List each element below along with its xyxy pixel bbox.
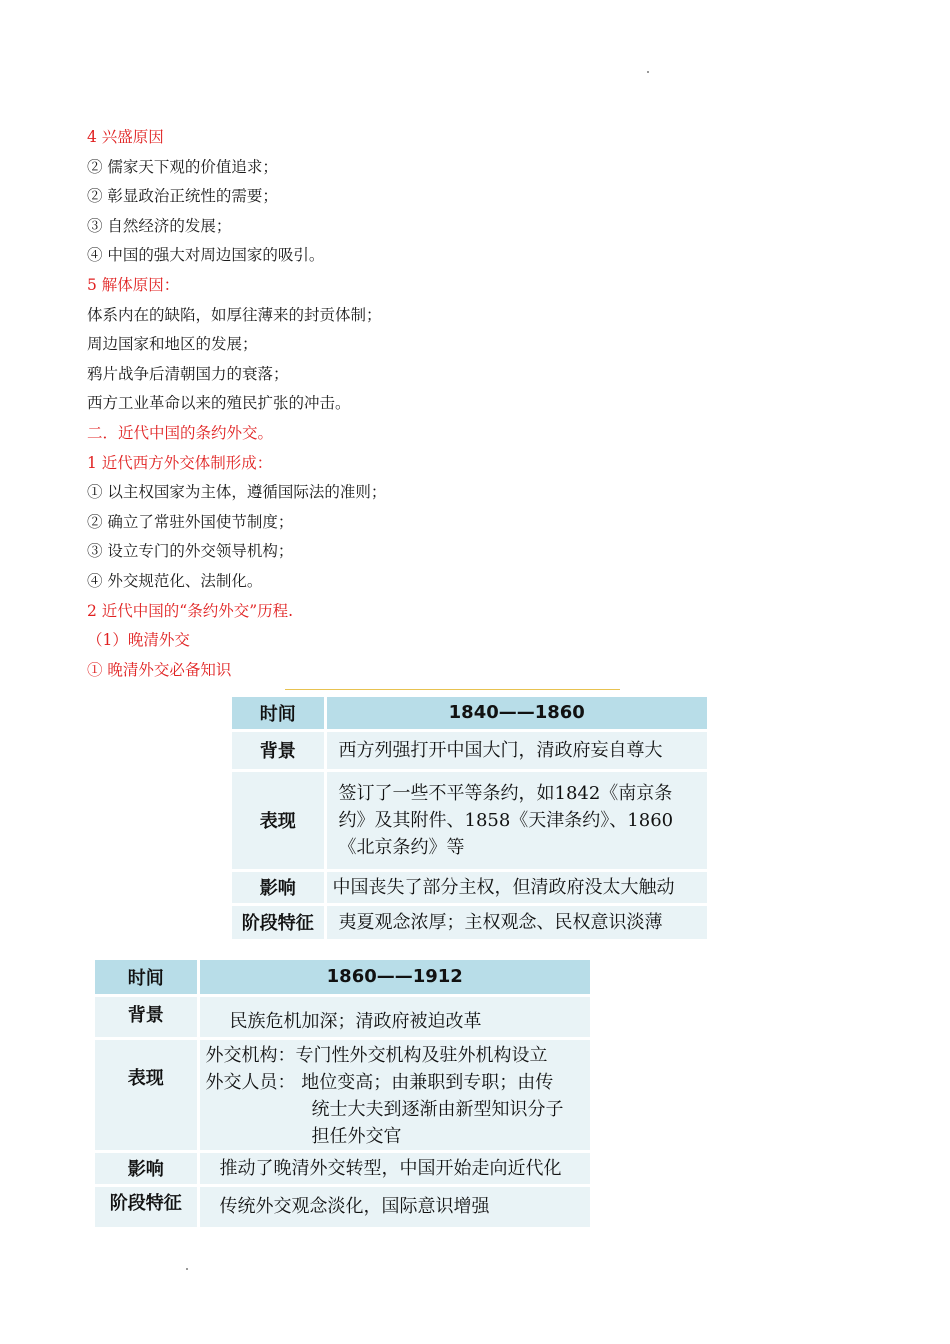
- body-line: ② 彰显政治正统性的需要；: [87, 187, 278, 206]
- row-text: 外交机构：专门性外交机构及驻外机构设立: [205, 1044, 548, 1066]
- row-value: [325, 730, 707, 770]
- row-text: 《北京条约》等: [338, 836, 465, 858]
- section-heading: 5 解体原因：: [87, 275, 180, 294]
- header-value: 1860——1912: [198, 960, 590, 995]
- section-heading: ① 晚清外交必备知识: [87, 660, 232, 679]
- diplomacy-table-1840-1860: [232, 697, 707, 939]
- body-line: ② 确立了常驻外国使节制度；: [87, 512, 294, 531]
- row-text: 外交人员： 地位变高；由兼职到专职；由传: [205, 1071, 554, 1093]
- row-value: [198, 1185, 590, 1227]
- row-label: 背景: [232, 730, 325, 770]
- header-label: 时间: [95, 960, 198, 995]
- row-text: 推动了晚清外交转型，中国开始走向近代化: [219, 1157, 562, 1179]
- row-label: 影响: [232, 870, 325, 904]
- row-value: [325, 870, 707, 904]
- header-value: 1840——1860: [325, 697, 707, 730]
- body-line: 西方工业革命以来的殖民扩张的冲击。: [87, 394, 351, 413]
- row-value: [198, 1151, 590, 1185]
- section-heading: 2 近代中国的“条约外交”历程.: [87, 601, 294, 620]
- row-text: 夷夏观念浓厚；主权观念、民权意识淡薄: [338, 911, 663, 933]
- row-label: 阶段特征: [232, 904, 325, 939]
- row-value: [198, 1038, 590, 1151]
- row-text: 民族危机加深；清政府被迫改革: [229, 1011, 482, 1032]
- body-line: ④ 中国的强大对周边国家的吸引。: [87, 246, 325, 265]
- body-line: ④ 外交规范化、法制化。: [87, 571, 263, 590]
- row-text: 中国丧失了部分主权，但清政府没太大触动: [332, 876, 675, 898]
- row-text: 签订了一些不平等条约，如1842《南京条: [338, 782, 673, 804]
- body-line: ③ 自然经济的发展；: [87, 216, 232, 235]
- section-heading: 4 兴盛原因: [87, 128, 164, 146]
- row-text: 统士大夫到逐渐由新型知识分子: [311, 1098, 564, 1120]
- document-body: [87, 123, 867, 685]
- row-label: 表现: [95, 1038, 198, 1151]
- row-value: [325, 770, 707, 870]
- row-label: 影响: [95, 1151, 198, 1185]
- row-value: [325, 904, 707, 939]
- row-text: 约》及其附件、1858《天津条约》、1860: [338, 809, 674, 831]
- body-line: 体系内在的缺陷，如厚往薄来的封贡体制；: [87, 305, 382, 324]
- section-heading: （1）晚清外交: [87, 631, 190, 650]
- section-heading: 二．近代中国的条约外交。: [87, 423, 274, 442]
- body-line: ① 以主权国家为主体，遵循国际法的准则；: [87, 483, 387, 502]
- row-value: [198, 995, 590, 1038]
- row-text: 担任外交官: [311, 1125, 402, 1147]
- page-speck-top: [647, 71, 649, 73]
- row-label: 表现: [232, 770, 325, 870]
- body-line: ③ 设立专门的外交领导机构；: [87, 542, 294, 561]
- row-label: 阶段特征: [95, 1185, 198, 1227]
- header-label: 时间: [232, 697, 325, 730]
- body-line: 周边国家和地区的发展；: [87, 335, 258, 354]
- divider-line: [285, 689, 620, 690]
- page-speck-bottom: [186, 1268, 188, 1270]
- section-heading: 1 近代西方外交体制形成：: [87, 453, 273, 472]
- diplomacy-table-1860-1912: [95, 960, 590, 1227]
- row-label: 背景: [95, 995, 198, 1038]
- body-line: ② 儒家天下观的价值追求；: [87, 157, 278, 176]
- body-line: 鸦片战争后清朝国力的衰落；: [87, 364, 289, 383]
- row-text: 西方列强打开中国大门，清政府妄自尊大: [338, 739, 663, 761]
- row-text: 传统外交观念淡化，国际意识增强: [219, 1196, 490, 1218]
